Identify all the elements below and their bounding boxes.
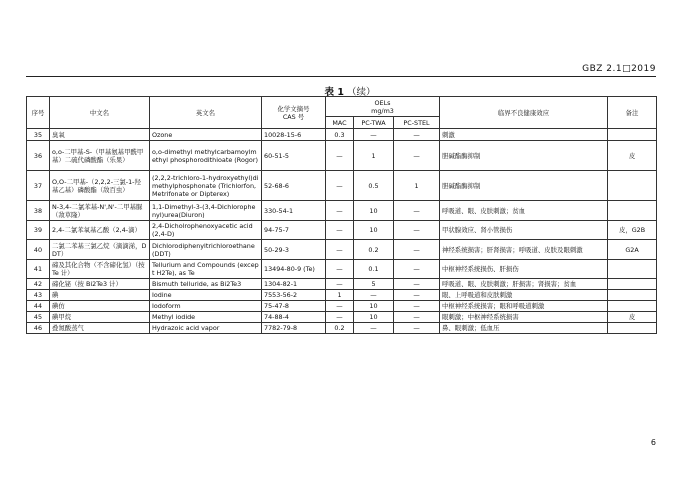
cell-note: 皮，G2B xyxy=(608,221,657,240)
cell-cn-name: O,O-二甲基-（2,2,2-三氯-1-羟基乙基）磷酸酯（敌百虫） xyxy=(50,171,150,201)
cell-cn-name: 碘仿 xyxy=(50,301,150,312)
cell-note xyxy=(608,129,657,141)
cell-cas: 13494-80-9 (Te) xyxy=(262,260,326,279)
cell-effect: 甲状腺效应、肾小管损伤 xyxy=(440,221,608,240)
table-row xyxy=(27,279,657,290)
cell-seq: 35 xyxy=(27,129,50,141)
cell-effect: 眼刺激；中枢神经系统损害 xyxy=(440,312,608,323)
cell-effect: 中枢神经系统损害；眼和呼吸道刺激 xyxy=(440,301,608,312)
cell-pc-stel: — xyxy=(394,290,440,301)
col-mac: MAC xyxy=(326,117,354,129)
table-row xyxy=(27,260,657,279)
cell-cn-name: 臭氧 xyxy=(50,129,150,141)
cell-effect: 胆碱酯酶抑制 xyxy=(440,171,608,201)
table-body xyxy=(27,129,657,334)
oel-table xyxy=(26,96,657,334)
cell-effect: 呼吸道、眼、皮肤刺激；贫血 xyxy=(440,201,608,221)
cell-cas: 50-29-3 xyxy=(262,240,326,260)
cell-pc-twa: 1 xyxy=(354,141,394,171)
cell-seq: 46 xyxy=(27,323,50,334)
table-row xyxy=(27,141,657,171)
table-row xyxy=(27,129,657,141)
table-title-suffix: （续） xyxy=(346,87,376,98)
cell-cas: 94-75-7 xyxy=(262,221,326,240)
cell-note xyxy=(608,201,657,221)
cell-effect: 中枢神经系统损伤、肝损伤 xyxy=(440,260,608,279)
cell-mac: — xyxy=(326,171,354,201)
col-effect: 临界不良健康效应 xyxy=(440,97,608,129)
cell-pc-twa: 0.1 xyxy=(354,260,394,279)
cell-mac: — xyxy=(326,260,354,279)
cell-effect: 眼、上呼吸道和皮肤刺激 xyxy=(440,290,608,301)
cell-effect: 胆碱酯酶抑制 xyxy=(440,141,608,171)
cell-seq: 44 xyxy=(27,301,50,312)
table-title-label: 表 1 xyxy=(324,87,344,98)
cell-seq: 42 xyxy=(27,279,50,290)
table-row xyxy=(27,312,657,323)
header-rule xyxy=(26,76,656,77)
col-cn-name: 中文名 xyxy=(50,97,150,129)
cell-effect: 呼吸道、眼、皮肤刺激；肝损害；肾损害；贫血 xyxy=(440,279,608,290)
cell-cas: 60-51-5 xyxy=(262,141,326,171)
cell-en-name: Bismuth telluride, as Bi2Te3 xyxy=(150,279,262,290)
cell-en-name: 1,1-Dimethyl-3-(3,4-Dichlorophenyl)urea(Diuron) xyxy=(150,201,262,221)
cell-cn-name: 碘 xyxy=(50,290,150,301)
cell-en-name: Ozone xyxy=(150,129,262,141)
col-cas-line1: 化学文摘号 xyxy=(277,104,310,113)
cell-en-name: Hydrazoic acid vapor xyxy=(150,323,262,334)
col-oels xyxy=(326,97,440,117)
cell-cn-name: N-3,4-二氯苯基-N',N'-二甲基脲（敌草隆） xyxy=(50,201,150,221)
cell-en-name: o,o-dimethyl methylcarbamoylmethyl phosphorodithioate (Rogor) xyxy=(150,141,262,171)
cell-mac: 0.2 xyxy=(326,323,354,334)
cell-mac: — xyxy=(326,141,354,171)
cell-note xyxy=(608,301,657,312)
cell-cas: 10028-15-6 xyxy=(262,129,326,141)
cell-mac: — xyxy=(326,221,354,240)
cell-cas: 7782-79-8 xyxy=(262,323,326,334)
cell-seq: 39 xyxy=(27,221,50,240)
cell-cn-name: 碲化铋（按 Bi2Te3 计） xyxy=(50,279,150,290)
cell-pc-stel: — xyxy=(394,279,440,290)
cell-mac: 1 xyxy=(326,290,354,301)
cell-pc-twa: 5 xyxy=(354,279,394,290)
cell-seq: 38 xyxy=(27,201,50,221)
table-row xyxy=(27,240,657,260)
cell-en-name: 2,4-Dicholrophenoxyacetic acid (2,4-D) xyxy=(150,221,262,240)
cell-cas: 330-54-1 xyxy=(262,201,326,221)
cell-cn-name: 二氯二苯基三氯乙烷（滴滴涕，DDT） xyxy=(50,240,150,260)
col-oels-label: OELs xyxy=(374,98,391,107)
cell-pc-stel: — xyxy=(394,323,440,334)
col-cas xyxy=(262,97,326,129)
col-cas-line2: CAS 号 xyxy=(282,112,305,121)
cell-pc-stel: — xyxy=(394,240,440,260)
cell-cas: 1304-82-1 xyxy=(262,279,326,290)
cell-pc-twa: 10 xyxy=(354,201,394,221)
page-number: 6 xyxy=(650,438,656,447)
table-row xyxy=(27,221,657,240)
cell-pc-stel: — xyxy=(394,301,440,312)
cell-seq: 36 xyxy=(27,141,50,171)
col-pc-stel: PC-STEL xyxy=(394,117,440,129)
cell-seq: 43 xyxy=(27,290,50,301)
cell-cn-name: o,o-二甲基-S-（甲基氨基甲酰甲基）二硫代磷酸酯（乐果） xyxy=(50,141,150,171)
col-oels-unit: mg/m3 xyxy=(371,106,394,115)
cell-pc-stel: — xyxy=(394,221,440,240)
cell-cn-name: 2,4-二氯苯氧基乙酸（2,4-滴） xyxy=(50,221,150,240)
cell-en-name: Dichlorodiphenyltrichloroethane(DDT) xyxy=(150,240,262,260)
table-row xyxy=(27,301,657,312)
cell-pc-stel: — xyxy=(394,129,440,141)
cell-cas: 52-68-6 xyxy=(262,171,326,201)
cell-en-name: Tellurium and Compounds (except H2Te), as Te xyxy=(150,260,262,279)
cell-cas: 7553-56-2 xyxy=(262,290,326,301)
cell-pc-twa: 0.5 xyxy=(354,171,394,201)
cell-pc-twa: 10 xyxy=(354,301,394,312)
cell-seq: 40 xyxy=(27,240,50,260)
col-pc-twa: PC-TWA xyxy=(354,117,394,129)
cell-cas: 75-47-8 xyxy=(262,301,326,312)
cell-effect: 刺激 xyxy=(440,129,608,141)
table-row xyxy=(27,290,657,301)
cell-mac: — xyxy=(326,240,354,260)
standard-code: GBZ 2.1□2019 xyxy=(582,64,656,74)
cell-note: 皮 xyxy=(608,312,657,323)
cell-note xyxy=(608,279,657,290)
col-seq: 序号 xyxy=(27,97,50,129)
cell-cn-name: 叠氮酸蒸气 xyxy=(50,323,150,334)
cell-cn-name: 碲及其化合物（不含碲化氢）（按 Te 计） xyxy=(50,260,150,279)
cell-mac: — xyxy=(326,301,354,312)
cell-mac: — xyxy=(326,279,354,290)
cell-en-name: Iodoform xyxy=(150,301,262,312)
cell-note xyxy=(608,260,657,279)
cell-pc-stel: — xyxy=(394,260,440,279)
cell-seq: 45 xyxy=(27,312,50,323)
cell-mac: — xyxy=(326,312,354,323)
table-row xyxy=(27,323,657,334)
cell-pc-stel: 1 xyxy=(394,171,440,201)
cell-pc-stel: — xyxy=(394,141,440,171)
col-note: 备注 xyxy=(608,97,657,129)
cell-seq: 41 xyxy=(27,260,50,279)
cell-en-name: (2,2,2-trichloro-1-hydroxyethyl)dimethylphosphonate (Trichlorfon,Metrifonate or Dipterex) xyxy=(150,171,262,201)
cell-note: 皮 xyxy=(608,141,657,171)
cell-mac: 0.3 xyxy=(326,129,354,141)
cell-effect: 神经系统损害；肝肾损害；呼吸道、皮肤及眼刺激 xyxy=(440,240,608,260)
cell-pc-twa: 10 xyxy=(354,221,394,240)
cell-note xyxy=(608,290,657,301)
table-row xyxy=(27,201,657,221)
cell-note: G2A xyxy=(608,240,657,260)
cell-note xyxy=(608,323,657,334)
cell-en-name: Iodine xyxy=(150,290,262,301)
cell-pc-twa: — xyxy=(354,323,394,334)
cell-cn-name: 碘甲烷 xyxy=(50,312,150,323)
cell-cas: 74-88-4 xyxy=(262,312,326,323)
cell-pc-twa: — xyxy=(354,129,394,141)
cell-pc-twa: 0.2 xyxy=(354,240,394,260)
col-en-name: 英文名 xyxy=(150,97,262,129)
cell-pc-twa: — xyxy=(354,290,394,301)
table-header-row xyxy=(27,97,657,117)
cell-seq: 37 xyxy=(27,171,50,201)
cell-pc-stel: — xyxy=(394,201,440,221)
cell-mac: — xyxy=(326,201,354,221)
cell-en-name: Methyl iodide xyxy=(150,312,262,323)
table-row xyxy=(27,171,657,201)
cell-pc-stel: — xyxy=(394,312,440,323)
cell-pc-twa: 10 xyxy=(354,312,394,323)
cell-effect: 鼻、眼刺激；低血压 xyxy=(440,323,608,334)
cell-note xyxy=(608,171,657,201)
